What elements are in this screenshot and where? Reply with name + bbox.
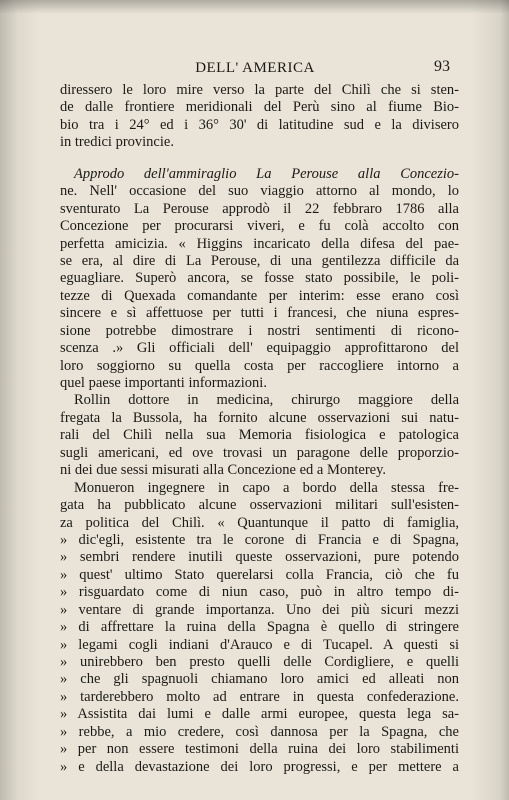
text-line: Rollin dottore in medicina, chirurgo maggiore della: [74, 392, 459, 409]
quote-line: » che gli spagnuoli chiamano loro amici ed alleati non: [60, 671, 459, 688]
quote-line: » Assistita dai lumi e dalle armi europee, questa lega sa-: [60, 706, 459, 723]
text-line: eguagliare. Superò ancora, se fosse stato possibile, le poli-: [60, 270, 459, 287]
quote-line: » dic'egli, esistente tra le corone di Francia e di Spagna,: [60, 531, 459, 548]
text-line: sione potrebbe dimostrare i nostri sentimenti di ricono-: [60, 322, 459, 339]
text-line: rali del Chilì nella sua Memoria fisiologica e patologica: [60, 427, 459, 444]
page-number: 93: [434, 58, 450, 75]
text-line: za politica del Chilì. « Quantunque il patto di famiglia,: [60, 514, 459, 531]
text-line: ni dei due sessi misurati alla Concezione ed a Monterey.: [60, 462, 387, 479]
text-line: se era, al dire di La Perouse, di una gentilezza difficile da: [60, 252, 459, 269]
text-line: sventurato La Perouse approdò il 22 febbraro 1786 alla: [60, 200, 459, 217]
text-line: fregata la Bussola, ha fornito alcune osservazioni sui natu-: [60, 409, 459, 426]
text-line: loro soggiorno su quella costa per raccogliere intorno a: [60, 357, 459, 374]
text-line: tezze di Quexada comandante per interim: esse erano così: [60, 287, 459, 304]
quote-line: » per non essere testimoni della ruina dei loro stabilimenti: [60, 741, 459, 758]
quote-line: » quest' ultimo Stato querelarsi colla Francia, ciò che fu: [60, 566, 459, 583]
text-line: bio tra i 24° ed i 36° 30' di latitudine sud e la divisero: [60, 116, 459, 133]
text-line: Concezione per procurarsi viveri, e fu colà accolto con: [60, 218, 459, 235]
quote-line: » sembri rendere inutili queste osservazioni, pure potendo: [60, 549, 459, 566]
quote-line: » tarderebbero molto ad entrare in questa confederazione.: [60, 688, 459, 705]
quote-line: » risguardato come di niun caso, può in altro tempo di-: [60, 584, 459, 601]
text-line: in tredici provincie.: [60, 134, 174, 151]
text-line: diressero le loro mire verso la parte del Chilì che si sten-: [60, 82, 459, 98]
running-head: DELL' AMERICA: [195, 60, 315, 76]
quote-line: » di affrettare la ruina della Spagna è quello di stringere: [60, 619, 459, 636]
text-line: scenza .» Gli officiali dell' equipaggio approfittarono del: [60, 340, 459, 357]
text-line: sugli americani, ed ove trovasi un paragone delle proporzio-: [60, 444, 459, 461]
text-line: de dalle frontiere meridionali del Perù sino al fiume Bio-: [60, 99, 459, 116]
quote-line: » e della devastazione dei loro progressi, e per mettere a: [60, 758, 459, 775]
text-line: quel paese importanti informazioni.: [60, 375, 267, 391]
text-line: ne. Nell' occasione del suo viaggio attorno al mondo, lo: [60, 183, 459, 200]
body-text: [60, 82, 459, 776]
page-edge-shadow: [0, 0, 509, 14]
paragraph-gap: [60, 152, 459, 166]
text-line: sincere e sì affettuose per tutti i francesi, che niuna espres-: [60, 305, 459, 322]
text-line: gata ha pubblicato alcune osservazioni militari sull'esisten-: [60, 497, 459, 514]
page-header: [60, 60, 450, 80]
quote-line: » unirebbero ben presto quelli delle Cordigliere, e quelli: [60, 654, 459, 670]
text-line: Monueron ingegnere in capo a bordo della stessa fre-: [74, 479, 459, 496]
quote-line: » rebbe, a mio credere, così dannosa per la Spagna, che: [60, 723, 459, 740]
quote-line: » legami cogli indiani d'Arauco e di Tucapel. A questi si: [60, 636, 459, 653]
quote-line: » ventare di grande importanza. Uno dei più sicuri mezzi: [60, 601, 459, 618]
text-line: perfetta amicizia. « Higgins incaricato della difesa del pae-: [60, 235, 459, 252]
section-heading-line: Approdo dell'ammiraglio La Perouse alla Concezio-: [74, 165, 459, 182]
